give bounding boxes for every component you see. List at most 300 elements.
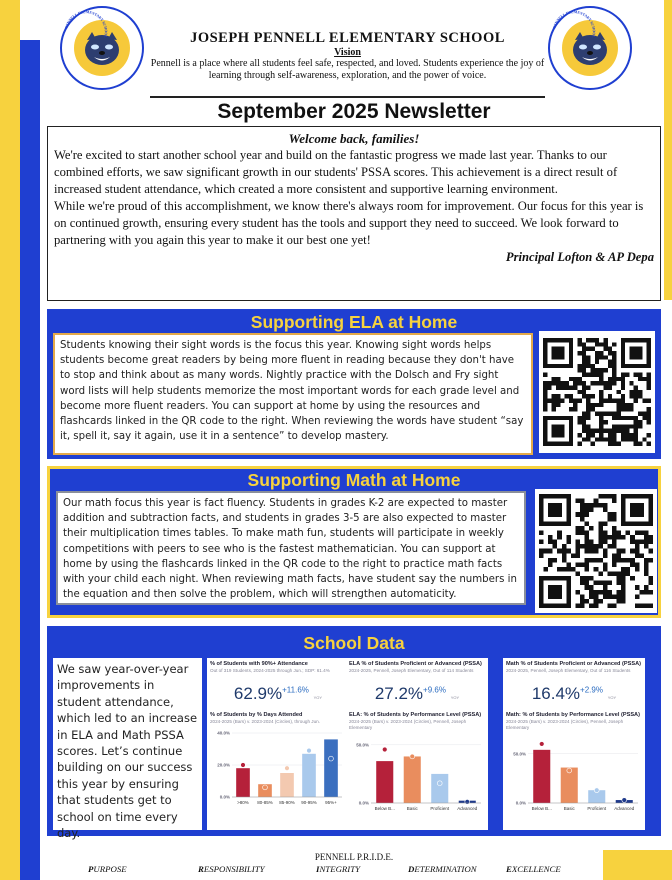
qr-module bbox=[612, 424, 616, 428]
qr-module bbox=[591, 433, 595, 437]
qr-module bbox=[607, 581, 612, 586]
qr-module bbox=[598, 590, 603, 595]
qr-module bbox=[635, 567, 640, 572]
qr-module bbox=[599, 411, 603, 415]
qr-module bbox=[603, 368, 607, 372]
x-tick-label: 85-90% bbox=[279, 800, 295, 805]
qr-module bbox=[586, 398, 590, 402]
qr-module bbox=[578, 368, 582, 372]
qr-module bbox=[603, 381, 607, 385]
headline-metric bbox=[210, 684, 346, 704]
qr-module bbox=[543, 407, 547, 411]
qr-module bbox=[621, 386, 625, 390]
qr-module bbox=[616, 398, 620, 402]
qr-module bbox=[612, 603, 617, 608]
qr-module bbox=[629, 407, 633, 411]
qr-module bbox=[543, 381, 547, 385]
x-tick-label: 90-95% bbox=[301, 800, 317, 805]
qr-module bbox=[571, 553, 576, 558]
qr-module bbox=[648, 576, 653, 581]
qr-module bbox=[582, 394, 586, 398]
qr-module bbox=[598, 530, 603, 535]
qr-module bbox=[617, 590, 622, 595]
x-tick-label: 95%+ bbox=[325, 800, 337, 805]
qr-module bbox=[580, 581, 585, 586]
qr-module bbox=[612, 377, 616, 381]
qr-module bbox=[607, 594, 612, 599]
qr-module bbox=[580, 576, 585, 581]
qr-module bbox=[612, 544, 617, 549]
qr-module bbox=[612, 553, 617, 558]
qr-module bbox=[599, 403, 603, 407]
qr-module bbox=[644, 603, 649, 608]
qr-module bbox=[629, 433, 633, 437]
qr-module bbox=[575, 572, 580, 577]
y-tick-label: 40.0% bbox=[217, 730, 230, 736]
qr-module bbox=[603, 355, 607, 359]
svg-text:PENNELL ELEMENTARY SCHOOL: PENNELL ELEMENTARY SCHOOL bbox=[552, 10, 596, 39]
qr-module bbox=[616, 429, 620, 433]
qr-module bbox=[594, 594, 599, 599]
y-tick-label: 50.0% bbox=[513, 751, 526, 757]
prior-year-point bbox=[329, 756, 334, 761]
qr-module bbox=[603, 398, 607, 402]
qr-module bbox=[544, 549, 549, 554]
qr-module bbox=[548, 562, 553, 567]
qr-module bbox=[539, 540, 544, 545]
qr-module bbox=[603, 562, 608, 567]
bar bbox=[376, 761, 393, 803]
qr-module bbox=[621, 433, 625, 437]
qr-module bbox=[595, 373, 599, 377]
qr-module bbox=[599, 429, 603, 433]
qr-module bbox=[621, 585, 626, 590]
qr-module bbox=[539, 549, 544, 554]
qr-module bbox=[612, 381, 616, 385]
qr-module bbox=[644, 590, 649, 595]
qr-module bbox=[621, 398, 625, 402]
qr-module bbox=[607, 512, 612, 517]
qr-module bbox=[612, 373, 616, 377]
svg-text:PENNELL ELEMENTARY SCHOOL: PENNELL ELEMENTARY SCHOOL bbox=[64, 10, 108, 39]
qr-module bbox=[642, 416, 646, 420]
qr-module bbox=[591, 429, 595, 433]
chart-title: Math % of Students Proficient or Advanced (PSSA) bbox=[506, 661, 641, 667]
qr-module bbox=[635, 553, 640, 558]
qr-module bbox=[647, 386, 651, 390]
qr-module bbox=[552, 377, 556, 381]
qr-module bbox=[638, 420, 642, 424]
qr-module bbox=[595, 437, 599, 441]
qr-module bbox=[648, 581, 653, 586]
qr-module bbox=[629, 416, 633, 420]
qr-finder-center bbox=[548, 503, 562, 517]
qr-module bbox=[575, 530, 580, 535]
footer-title: PENNELL P.R.I.D.E. bbox=[314, 852, 394, 862]
qr-module bbox=[547, 386, 551, 390]
qr-module bbox=[557, 535, 562, 540]
qr-module bbox=[566, 549, 571, 554]
chart-subtitle: 2024-2025, Pennell, Joseph Elementary, Out of 116 Students bbox=[506, 668, 631, 673]
qr-module bbox=[599, 437, 603, 441]
qr-module bbox=[648, 590, 653, 595]
yoy-delta: +9.6% bbox=[423, 685, 446, 695]
qr-module bbox=[569, 407, 573, 411]
qr-module bbox=[630, 549, 635, 554]
qr-module bbox=[630, 562, 635, 567]
qr-module bbox=[626, 567, 631, 572]
decorative-yellow-bar bbox=[0, 0, 20, 880]
qr-module bbox=[539, 553, 544, 558]
footer-word-rest: ETERMINATION bbox=[414, 864, 477, 874]
footer-word-rest: URPOSE bbox=[93, 864, 127, 874]
qr-module bbox=[598, 544, 603, 549]
qr-module bbox=[575, 499, 580, 504]
qr-module bbox=[607, 603, 612, 608]
qr-code-icon bbox=[543, 335, 651, 449]
qr-module bbox=[603, 411, 607, 415]
x-tick-label: Advanced bbox=[457, 806, 478, 811]
qr-module bbox=[553, 544, 558, 549]
qr-module bbox=[585, 535, 590, 540]
welcome-letter bbox=[47, 126, 661, 301]
qr-module bbox=[634, 437, 638, 441]
qr-module bbox=[591, 394, 595, 398]
qr-module bbox=[556, 403, 560, 407]
qr-module bbox=[595, 342, 599, 346]
qr-module bbox=[638, 394, 642, 398]
qr-module bbox=[644, 530, 649, 535]
school-data-title: School Data bbox=[303, 633, 405, 653]
qr-module bbox=[617, 558, 622, 563]
qr-module bbox=[589, 576, 594, 581]
qr-module bbox=[648, 540, 653, 545]
qr-module bbox=[616, 411, 620, 415]
qr-module bbox=[612, 517, 617, 522]
qr-module bbox=[586, 373, 590, 377]
qr-module bbox=[565, 386, 569, 390]
qr-module bbox=[582, 386, 586, 390]
qr-module bbox=[621, 590, 626, 595]
qr-module bbox=[591, 338, 595, 342]
qr-module bbox=[547, 381, 551, 385]
qr-module bbox=[639, 590, 644, 595]
qr-module bbox=[595, 360, 599, 364]
qr-module bbox=[621, 567, 626, 572]
qr-module bbox=[565, 394, 569, 398]
qr-module bbox=[543, 394, 547, 398]
qr-module bbox=[589, 558, 594, 563]
qr-module bbox=[565, 381, 569, 385]
qr-module bbox=[594, 603, 599, 608]
qr-module bbox=[608, 411, 612, 415]
qr-module bbox=[647, 373, 651, 377]
x-tick-label: Below B... bbox=[531, 806, 552, 811]
qr-module bbox=[582, 416, 586, 420]
ela-bar-chart bbox=[349, 735, 485, 815]
qr-module bbox=[635, 562, 640, 567]
qr-module bbox=[635, 549, 640, 554]
qr-module bbox=[599, 368, 603, 372]
qr-module bbox=[580, 508, 585, 513]
qr-module bbox=[617, 549, 622, 554]
qr-module bbox=[580, 530, 585, 535]
qr-module bbox=[573, 403, 577, 407]
qr-module bbox=[585, 576, 590, 581]
qr-module bbox=[647, 433, 651, 437]
qr-module bbox=[582, 420, 586, 424]
qr-module bbox=[598, 558, 603, 563]
qr-module bbox=[595, 338, 599, 342]
yoy-label: YOY bbox=[607, 695, 617, 700]
qr-module bbox=[647, 411, 651, 415]
qr-module bbox=[595, 355, 599, 359]
footer-initial: I bbox=[316, 864, 320, 874]
qr-module bbox=[608, 394, 612, 398]
qr-module bbox=[612, 433, 616, 437]
qr-module bbox=[569, 394, 573, 398]
qr-module bbox=[644, 535, 649, 540]
qr-module bbox=[612, 398, 616, 402]
qr-module bbox=[612, 360, 616, 364]
vision-label: Vision bbox=[334, 47, 361, 58]
qr-module bbox=[608, 386, 612, 390]
qr-module bbox=[552, 394, 556, 398]
qr-module bbox=[603, 503, 608, 508]
x-tick-label: Basic bbox=[406, 806, 418, 811]
footer-word-purpose bbox=[88, 864, 127, 874]
qr-module bbox=[638, 373, 642, 377]
qr-module bbox=[608, 347, 612, 351]
qr-module bbox=[616, 424, 620, 428]
qr-module bbox=[556, 386, 560, 390]
qr-module bbox=[591, 403, 595, 407]
ela-section-title: Supporting ELA at Home bbox=[250, 312, 458, 332]
qr-module bbox=[598, 503, 603, 508]
school-data-text: We saw year-over-year improvements in student attendance, which led to an increase in ELA and Math PSSA scores. Let’s continue building on our success this year by ensuring that students get to school on time every day. bbox=[53, 658, 202, 830]
qr-module bbox=[621, 549, 626, 554]
bar bbox=[280, 773, 294, 797]
qr-module bbox=[617, 553, 622, 558]
qr-module bbox=[625, 437, 629, 441]
headline-value: 16.4% bbox=[531, 684, 581, 703]
qr-module bbox=[598, 526, 603, 531]
qr-module bbox=[575, 562, 580, 567]
qr-module bbox=[578, 381, 582, 385]
qr-module bbox=[625, 373, 629, 377]
welcome-paragraph-2: While we're proud of this accomplishment, we know there's always room for improvement. Our focus for this year is on continued growth, ensuring every student has the tools and support they need to succeed. We look forward to partnering with you again this year to make it our best one yet! bbox=[54, 199, 644, 247]
school-logo-right bbox=[548, 6, 632, 90]
qr-module bbox=[580, 599, 585, 604]
y-tick-label: 0.0% bbox=[219, 794, 230, 800]
headline-metric bbox=[506, 684, 642, 704]
qr-module bbox=[594, 567, 599, 572]
qr-module bbox=[634, 429, 638, 433]
qr-module bbox=[608, 377, 612, 381]
qr-module bbox=[639, 530, 644, 535]
qr-module bbox=[648, 549, 653, 554]
footer-initial: P bbox=[88, 864, 94, 874]
ela-section bbox=[47, 309, 661, 459]
math-section bbox=[47, 466, 661, 618]
qr-module bbox=[552, 407, 556, 411]
chart-subtitle: 2024-2025, Pennell, Joseph Elementary, Out of 114 Students bbox=[349, 668, 474, 673]
qr-module bbox=[573, 386, 577, 390]
qr-module bbox=[625, 429, 629, 433]
qr-module bbox=[585, 562, 590, 567]
ela-qr-code[interactable] bbox=[539, 331, 655, 453]
qr-module bbox=[616, 416, 620, 420]
qr-module bbox=[580, 594, 585, 599]
qr-module bbox=[607, 517, 612, 522]
qr-module bbox=[589, 585, 594, 590]
qr-module bbox=[625, 416, 629, 420]
math-qr-code[interactable] bbox=[535, 489, 657, 613]
qr-module bbox=[573, 381, 577, 385]
yoy-delta: +2.9% bbox=[580, 685, 603, 695]
prior-year-point bbox=[263, 785, 268, 790]
qr-module bbox=[586, 338, 590, 342]
qr-module bbox=[548, 535, 553, 540]
qr-module bbox=[595, 411, 599, 415]
qr-module bbox=[612, 429, 616, 433]
qr-module bbox=[556, 398, 560, 402]
qr-module bbox=[595, 368, 599, 372]
qr-module bbox=[608, 381, 612, 385]
qr-module bbox=[638, 377, 642, 381]
qr-module bbox=[585, 567, 590, 572]
qr-module bbox=[585, 521, 590, 526]
qr-module bbox=[621, 416, 625, 420]
qr-module bbox=[603, 535, 608, 540]
qr-module bbox=[578, 342, 582, 346]
qr-module bbox=[585, 540, 590, 545]
qr-module bbox=[608, 442, 612, 446]
math-bar-chart bbox=[506, 735, 642, 815]
qr-module bbox=[578, 420, 582, 424]
footer-word-rest: XCELLENCE bbox=[511, 864, 561, 874]
decorative-yellow-edge bbox=[664, 0, 672, 300]
prior-year-point bbox=[410, 754, 415, 759]
qr-module bbox=[586, 386, 590, 390]
qr-module bbox=[612, 442, 616, 446]
qr-module bbox=[553, 540, 558, 545]
qr-module bbox=[603, 581, 608, 586]
qr-module bbox=[548, 540, 553, 545]
qr-module bbox=[589, 540, 594, 545]
qr-module bbox=[607, 544, 612, 549]
qr-module bbox=[638, 424, 642, 428]
qr-module bbox=[556, 377, 560, 381]
qr-module bbox=[629, 437, 633, 441]
qr-module bbox=[616, 407, 620, 411]
logo-ring-text bbox=[550, 8, 598, 56]
qr-module bbox=[582, 437, 586, 441]
qr-module bbox=[608, 437, 612, 441]
yoy-label: YOY bbox=[313, 695, 323, 700]
qr-module bbox=[612, 355, 616, 359]
qr-module bbox=[586, 364, 590, 368]
qr-module bbox=[617, 581, 622, 586]
subchart-subtitle: 2024-2025 (Bars) v. 2023-2024 (Circles), Pennell, Joseph Elementary bbox=[506, 719, 624, 730]
qr-module bbox=[607, 572, 612, 577]
qr-module bbox=[603, 549, 608, 554]
qr-module bbox=[580, 517, 585, 522]
qr-module bbox=[560, 398, 564, 402]
qr-module bbox=[580, 499, 585, 504]
qr-module bbox=[566, 562, 571, 567]
x-tick-label: Proficient bbox=[587, 806, 607, 811]
qr-module bbox=[544, 567, 549, 572]
qr-module bbox=[607, 535, 612, 540]
qr-module bbox=[621, 373, 625, 377]
qr-module bbox=[586, 437, 590, 441]
qr-module bbox=[647, 398, 651, 402]
qr-module bbox=[647, 442, 651, 446]
qr-module bbox=[598, 581, 603, 586]
qr-module bbox=[598, 521, 603, 526]
qr-module bbox=[599, 390, 603, 394]
qr-module bbox=[594, 544, 599, 549]
qr-module bbox=[595, 403, 599, 407]
y-tick-label: 50.0% bbox=[356, 742, 369, 748]
qr-module bbox=[571, 567, 576, 572]
qr-module bbox=[603, 342, 607, 346]
qr-module bbox=[635, 540, 640, 545]
qr-module bbox=[603, 585, 608, 590]
qr-module bbox=[634, 394, 638, 398]
math-text: Our math focus this year is fact fluency. Students in grades K-2 are expected to master addition and subtraction facts, and students in grades 3-5 are also expected to master their multiplication times tables. To make math fun, students will participate in weekly competitions with peers to see who is the fastest mathematician. You can support at home by using the flashcards linked in the QR code to the right to practice math facts with your child each night. When reviewing math facts, have student say the numbers in the equation and then solve the problem, which will strengthen automaticity. bbox=[56, 491, 526, 605]
qr-module bbox=[603, 347, 607, 351]
bar bbox=[404, 756, 421, 803]
qr-module bbox=[548, 549, 553, 554]
qr-module bbox=[586, 407, 590, 411]
welcome-greeting: Welcome back, families! bbox=[288, 131, 420, 146]
qr-module bbox=[599, 416, 603, 420]
qr-module bbox=[578, 433, 582, 437]
qr-module bbox=[634, 386, 638, 390]
qr-module bbox=[585, 585, 590, 590]
yoy-delta: +11.6% bbox=[282, 685, 309, 695]
qr-module bbox=[578, 351, 582, 355]
qr-module bbox=[612, 494, 617, 499]
yoy-label: YOY bbox=[450, 695, 460, 700]
qr-module bbox=[552, 403, 556, 407]
qr-module bbox=[612, 499, 617, 504]
qr-module bbox=[621, 594, 626, 599]
qr-module bbox=[612, 368, 616, 372]
qr-module bbox=[634, 420, 638, 424]
qr-module bbox=[578, 416, 582, 420]
qr-module bbox=[608, 360, 612, 364]
qr-module bbox=[634, 390, 638, 394]
qr-module bbox=[612, 512, 617, 517]
qr-module bbox=[644, 558, 649, 563]
qr-module bbox=[580, 526, 585, 531]
qr-module bbox=[625, 433, 629, 437]
qr-module bbox=[598, 535, 603, 540]
qr-module bbox=[562, 549, 567, 554]
qr-module bbox=[599, 351, 603, 355]
qr-module bbox=[575, 553, 580, 558]
qr-module bbox=[603, 567, 608, 572]
qr-module bbox=[543, 373, 547, 377]
qr-module bbox=[580, 544, 585, 549]
qr-module bbox=[612, 572, 617, 577]
qr-module bbox=[608, 351, 612, 355]
qr-module bbox=[594, 590, 599, 595]
qr-module bbox=[644, 562, 649, 567]
